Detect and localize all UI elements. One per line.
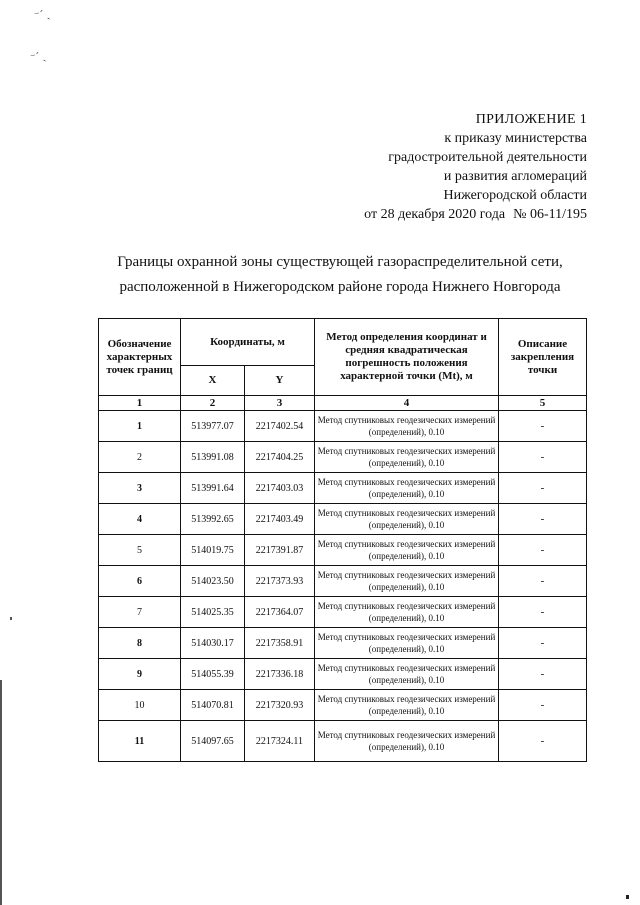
description-cell: -: [499, 566, 587, 597]
scan-edge-line: [0, 680, 2, 905]
coord-x: 513991.08: [181, 442, 245, 473]
coord-x: 514030.17: [181, 628, 245, 659]
table-row: [99, 411, 587, 442]
point-number: 11: [99, 721, 181, 762]
method-cell: Метод спутниковых геодезических измерений (определений), 0.10: [315, 442, 499, 473]
column-number: 4: [315, 396, 499, 411]
method-cell: Метод спутниковых геодезических измерений (определений), 0.10: [315, 659, 499, 690]
header-method: Метод определения координат и средняя квадратическая погрешность положения характерной точки (Mt), м: [315, 319, 499, 396]
order-date: от 28 декабря 2020 года: [364, 207, 506, 222]
coord-x: 513992.65: [181, 504, 245, 535]
point-number: 4: [99, 504, 181, 535]
coord-y: 2217403.03: [245, 473, 315, 504]
coord-y: 2217404.25: [245, 442, 315, 473]
description-cell: -: [499, 628, 587, 659]
description-cell: -: [499, 473, 587, 504]
coord-y: 2217336.18: [245, 659, 315, 690]
scan-artifact-dot: [10, 617, 12, 620]
document-title-line: Границы охранной зоны существующей газораспределительной сети,: [117, 254, 563, 270]
appendix-title: ПРИЛОЖЕНИЕ 1: [475, 112, 587, 127]
point-number: 8: [99, 628, 181, 659]
description-cell: -: [499, 535, 587, 566]
boundary-points-table: [98, 318, 587, 762]
coord-y: 2217364.07: [245, 597, 315, 628]
table-row: [99, 535, 587, 566]
description-cell: -: [499, 597, 587, 628]
point-number: 1: [99, 411, 181, 442]
column-number: 2: [181, 396, 245, 411]
point-number: 9: [99, 659, 181, 690]
header-y: Y: [245, 366, 315, 396]
coord-y: 2217320.93: [245, 690, 315, 721]
coord-y: 2217373.93: [245, 566, 315, 597]
column-number: 1: [99, 396, 181, 411]
point-number: 7: [99, 597, 181, 628]
method-cell: Метод спутниковых геодезических измерений (определений), 0.10: [315, 628, 499, 659]
table-row: [99, 504, 587, 535]
scan-artifact-dot: [626, 895, 629, 899]
order-date-number: [364, 205, 587, 224]
coord-y: 2217403.49: [245, 504, 315, 535]
column-number-row: [99, 396, 587, 411]
scan-artifact-mark: ⁻ˊ ˎ: [29, 49, 47, 65]
point-number: 2: [99, 442, 181, 473]
coord-x: 513977.07: [181, 411, 245, 442]
table-row: [99, 566, 587, 597]
scan-artifact-mark: ⁻ˊ ˎ: [33, 7, 51, 23]
coord-y: 2217402.54: [245, 411, 315, 442]
appendix-line: и развития агломераций: [443, 169, 587, 184]
point-number: 3: [99, 473, 181, 504]
coord-x: 514023.50: [181, 566, 245, 597]
description-cell: -: [499, 690, 587, 721]
header-coordinates: Координаты, м: [181, 319, 315, 366]
coord-x: 514070.81: [181, 690, 245, 721]
table-row: [99, 442, 587, 473]
header-description: Описание закрепления точки: [499, 319, 587, 396]
document-title: [100, 250, 580, 300]
column-number: 3: [245, 396, 315, 411]
method-cell: Метод спутниковых геодезических измерений (определений), 0.10: [315, 597, 499, 628]
method-cell: Метод спутниковых геодезических измерений (определений), 0.10: [315, 504, 499, 535]
table-row: [99, 659, 587, 690]
coord-y: 2217358.91: [245, 628, 315, 659]
method-cell: Метод спутниковых геодезических измерений (определений), 0.10: [315, 721, 499, 762]
column-number: 5: [499, 396, 587, 411]
description-cell: -: [499, 504, 587, 535]
coord-y: 2217391.87: [245, 535, 315, 566]
method-cell: Метод спутниковых геодезических измерений (определений), 0.10: [315, 690, 499, 721]
description-cell: -: [499, 442, 587, 473]
header-designation: Обозначение характерных точек границ: [99, 319, 181, 396]
point-number: 6: [99, 566, 181, 597]
coord-x: 514097.65: [181, 721, 245, 762]
coord-y: 2217324.11: [245, 721, 315, 762]
coord-x: 514055.39: [181, 659, 245, 690]
table-row: [99, 597, 587, 628]
header-x: X: [181, 366, 245, 396]
coord-x: 513991.64: [181, 473, 245, 504]
order-number: № 06-11/195: [513, 207, 587, 222]
method-cell: Метод спутниковых геодезических измерений (определений), 0.10: [315, 411, 499, 442]
point-number: 5: [99, 535, 181, 566]
table-row: [99, 690, 587, 721]
description-cell: -: [499, 721, 587, 762]
table-row: [99, 473, 587, 504]
table-row: [99, 628, 587, 659]
description-cell: -: [499, 659, 587, 690]
description-cell: -: [499, 411, 587, 442]
method-cell: Метод спутниковых геодезических измерений (определений), 0.10: [315, 535, 499, 566]
document-title-line: расположенной в Нижегородском районе города Нижнего Новгорода: [119, 279, 561, 295]
appendix-line: градостроительной деятельности: [388, 150, 587, 165]
coord-x: 514025.35: [181, 597, 245, 628]
appendix-header: [364, 110, 587, 224]
appendix-line: Нижегородской области: [443, 188, 587, 203]
point-number: 10: [99, 690, 181, 721]
table-row: [99, 721, 587, 762]
coord-x: 514019.75: [181, 535, 245, 566]
method-cell: Метод спутниковых геодезических измерений (определений), 0.10: [315, 473, 499, 504]
appendix-line: к приказу министерства: [444, 131, 587, 146]
method-cell: Метод спутниковых геодезических измерений (определений), 0.10: [315, 566, 499, 597]
